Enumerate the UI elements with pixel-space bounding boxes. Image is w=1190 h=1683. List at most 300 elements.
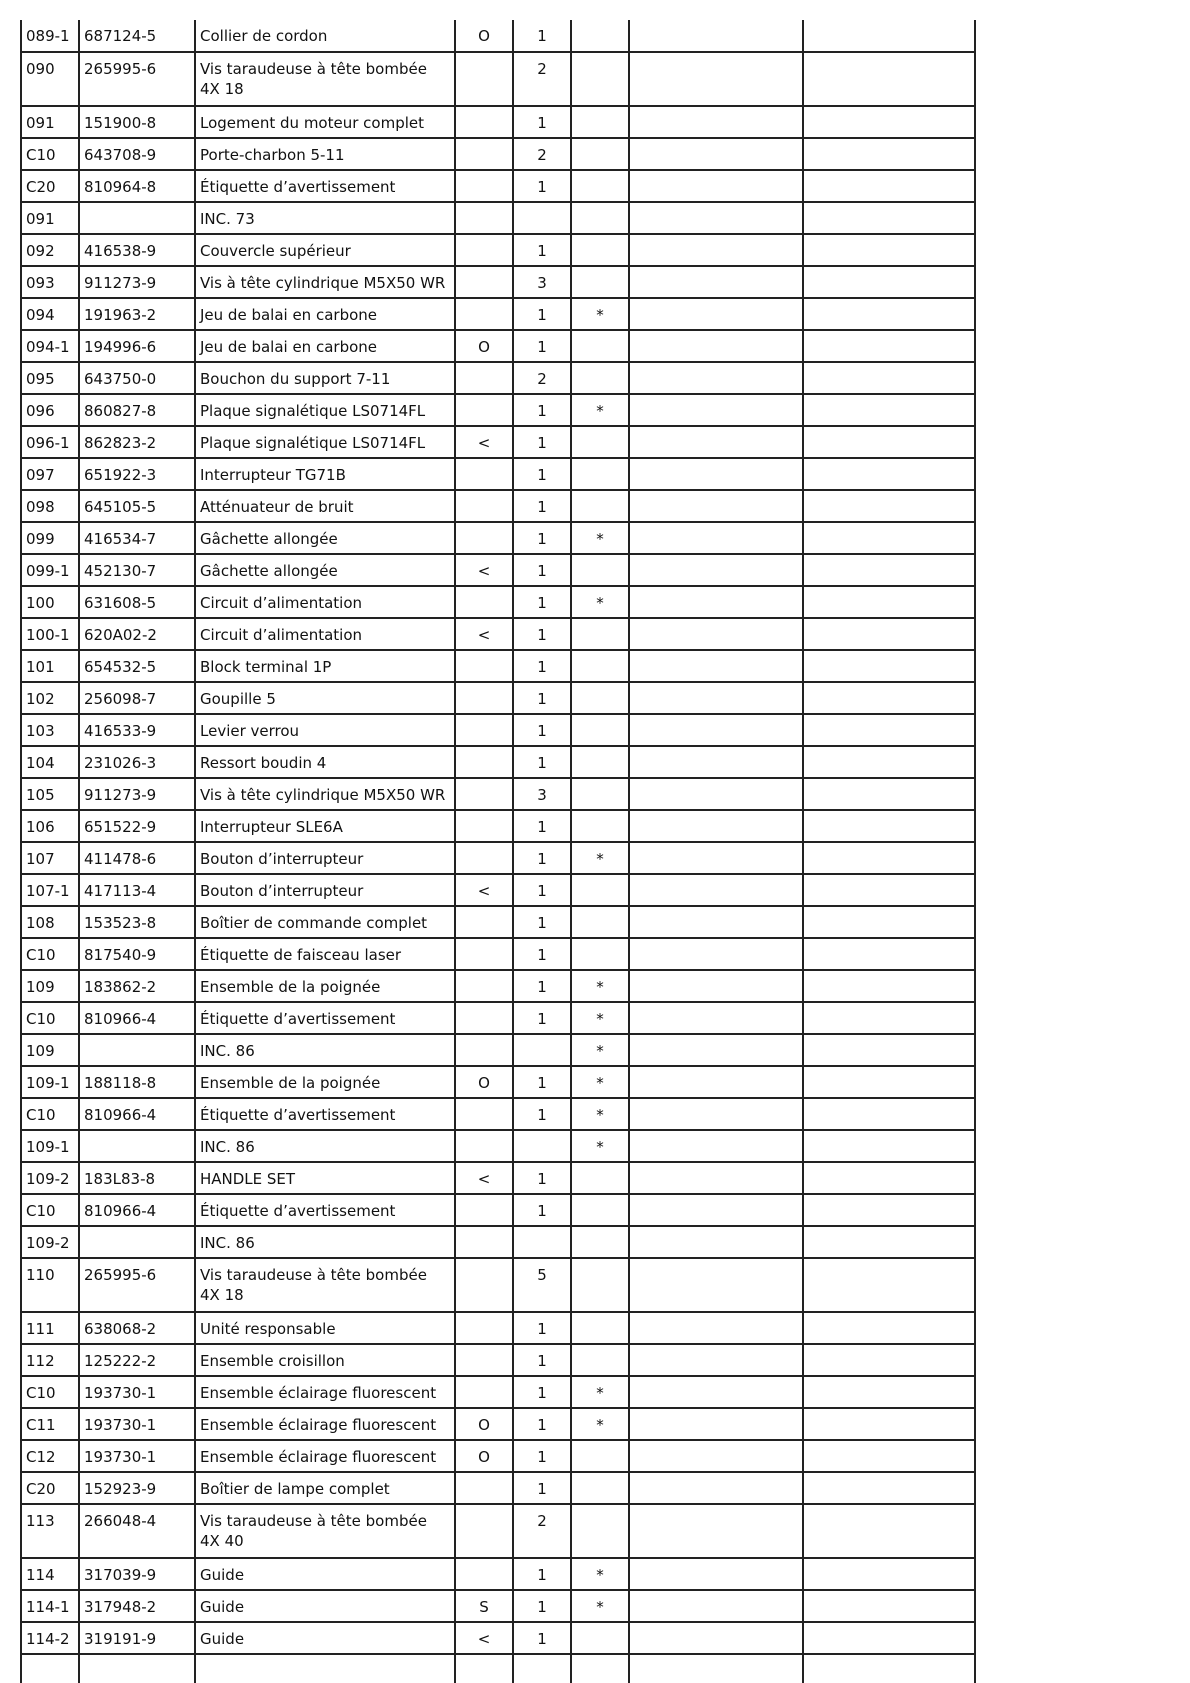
item-number-cell: 114 (21, 1558, 79, 1590)
marker-cell: < (455, 426, 513, 458)
empty-cell-a (629, 426, 803, 458)
item-number-cell: 094 (21, 298, 79, 330)
description-cell: Gâchette allongée (195, 554, 455, 586)
note-flag-cell (571, 778, 629, 810)
part-number-cell: 256098-7 (79, 682, 195, 714)
empty-cell-b (803, 1558, 975, 1590)
part-number-cell: 620A02-2 (79, 618, 195, 650)
note-flag-cell (571, 1504, 629, 1558)
quantity-cell: 1 (513, 554, 571, 586)
note-flag-cell: * (571, 842, 629, 874)
description-cell: Gâchette allongée (195, 522, 455, 554)
quantity-cell (513, 1130, 571, 1162)
quantity-cell: 1 (513, 106, 571, 138)
empty-cell-a (629, 1312, 803, 1344)
empty-cell-a (629, 1440, 803, 1472)
empty-cell-a (629, 522, 803, 554)
description-cell: Block terminal 1P (195, 650, 455, 682)
description-cell: Ensemble éclairage fluorescent (195, 1376, 455, 1408)
table-row (21, 1558, 975, 1590)
part-number-cell: 654532-5 (79, 650, 195, 682)
marker-cell (455, 906, 513, 938)
description-cell: Guide (195, 1558, 455, 1590)
empty-cell-b (803, 394, 975, 426)
marker-cell (455, 1226, 513, 1258)
quantity-cell: 1 (513, 234, 571, 266)
table-row (21, 1472, 975, 1504)
item-number-cell: C10 (21, 1002, 79, 1034)
table-row (21, 618, 975, 650)
empty-cell-a (629, 714, 803, 746)
item-number-cell: C10 (21, 1194, 79, 1226)
empty-cell-a (629, 906, 803, 938)
empty-cell-a (629, 266, 803, 298)
empty-cell-a (629, 362, 803, 394)
table-row (21, 874, 975, 906)
quantity-cell: 1 (513, 810, 571, 842)
item-number-cell: 095 (21, 362, 79, 394)
marker-cell (455, 202, 513, 234)
empty-cell-a (629, 682, 803, 714)
item-number-cell: 089-1 (21, 20, 79, 52)
table-row (21, 1034, 975, 1066)
empty-cell-b (803, 52, 975, 106)
note-flag-cell (571, 330, 629, 362)
quantity-cell: 1 (513, 650, 571, 682)
table-row (21, 1194, 975, 1226)
part-number-cell: 810966-4 (79, 1002, 195, 1034)
table-row (21, 234, 975, 266)
table-row (21, 810, 975, 842)
table-row (21, 490, 975, 522)
item-number-cell: 104 (21, 746, 79, 778)
quantity-cell: 2 (513, 52, 571, 106)
empty-cell-b (803, 1034, 975, 1066)
part-number-cell: 152923-9 (79, 1472, 195, 1504)
quantity-cell: 2 (513, 1504, 571, 1558)
item-number-cell: C20 (21, 170, 79, 202)
description-cell: Levier verrou (195, 714, 455, 746)
empty-cell-b (803, 490, 975, 522)
table-row (21, 1162, 975, 1194)
description-cell: Collier de cordon (195, 20, 455, 52)
table-row (21, 1312, 975, 1344)
empty-cell-b (803, 298, 975, 330)
empty-cell-b (803, 874, 975, 906)
parts-list-table (20, 20, 976, 1683)
quantity-cell (513, 202, 571, 234)
empty-cell-a (629, 298, 803, 330)
quantity-cell: 1 (513, 1440, 571, 1472)
marker-cell: < (455, 1162, 513, 1194)
empty-cell-a (629, 778, 803, 810)
note-flag-cell (571, 1344, 629, 1376)
part-number-cell: 265995-6 (79, 1258, 195, 1312)
table-row (21, 458, 975, 490)
empty-cell-b (803, 906, 975, 938)
description-cell: Guide (195, 1590, 455, 1622)
empty-cell-b (803, 138, 975, 170)
table-row (21, 426, 975, 458)
note-flag-cell (571, 1622, 629, 1654)
quantity-cell: 1 (513, 1376, 571, 1408)
quantity-cell: 1 (513, 1312, 571, 1344)
description-cell: Atténuateur de bruit (195, 490, 455, 522)
empty-cell-a (629, 170, 803, 202)
description-cell: Étiquette d’avertissement (195, 170, 455, 202)
empty-cell-a (629, 20, 803, 52)
quantity-cell: 1 (513, 394, 571, 426)
note-flag-cell: * (571, 1098, 629, 1130)
part-number-cell: 194996-6 (79, 330, 195, 362)
empty-cell-b (803, 330, 975, 362)
part-number-cell: 191963-2 (79, 298, 195, 330)
quantity-cell: 1 (513, 1558, 571, 1590)
empty-cell-b (803, 362, 975, 394)
description-cell: INC. 86 (195, 1130, 455, 1162)
quantity-cell: 1 (513, 938, 571, 970)
marker-cell (455, 1098, 513, 1130)
note-flag-cell (571, 1226, 629, 1258)
empty-cell-a (629, 1066, 803, 1098)
quantity-cell: 1 (513, 1098, 571, 1130)
table-row (21, 746, 975, 778)
note-flag-cell (571, 138, 629, 170)
table-row (21, 586, 975, 618)
description-cell: Interrupteur TG71B (195, 458, 455, 490)
quantity-cell: 1 (513, 1622, 571, 1654)
quantity-cell: 1 (513, 426, 571, 458)
item-number-cell: 113 (21, 1504, 79, 1558)
item-number-cell: 110 (21, 1258, 79, 1312)
description-cell: Ensemble de la poignée (195, 970, 455, 1002)
note-flag-cell: * (571, 1408, 629, 1440)
empty-cell-b (803, 682, 975, 714)
table-row (21, 298, 975, 330)
part-number-cell (79, 1226, 195, 1258)
description-cell: Plaque signalétique LS0714FL (195, 394, 455, 426)
empty-cell-b (803, 938, 975, 970)
part-number-cell: 643750-0 (79, 362, 195, 394)
marker-cell (455, 394, 513, 426)
empty-cell-a (629, 586, 803, 618)
item-number-cell: 107 (21, 842, 79, 874)
note-flag-cell (571, 874, 629, 906)
empty-cell-a (629, 202, 803, 234)
empty-cell-a (629, 490, 803, 522)
quantity-cell: 1 (513, 1162, 571, 1194)
note-flag-cell (571, 906, 629, 938)
empty-cell-a (629, 330, 803, 362)
empty-cell-b (803, 458, 975, 490)
table-row (21, 330, 975, 362)
note-flag-cell (571, 202, 629, 234)
table-row (21, 1376, 975, 1408)
note-flag-cell (571, 810, 629, 842)
marker-cell: < (455, 554, 513, 586)
description-cell: Bouton d’interrupteur (195, 874, 455, 906)
item-number-cell: 105 (21, 778, 79, 810)
table-row (21, 1440, 975, 1472)
parts-list-body (21, 20, 975, 1683)
item-number-cell: C10 (21, 1098, 79, 1130)
empty-cell-a (629, 618, 803, 650)
table-row (21, 266, 975, 298)
table-row (21, 1590, 975, 1622)
quantity-cell: 5 (513, 1258, 571, 1312)
table-row (21, 1066, 975, 1098)
description-cell: Ensemble éclairage fluorescent (195, 1408, 455, 1440)
marker-cell (455, 682, 513, 714)
item-number-cell: 107-1 (21, 874, 79, 906)
note-flag-cell (571, 266, 629, 298)
empty-cell-a (629, 1504, 803, 1558)
part-number-cell: 188118-8 (79, 1066, 195, 1098)
description-cell: Bouton d’interrupteur (195, 842, 455, 874)
table-row (21, 842, 975, 874)
item-number-cell: 099-1 (21, 554, 79, 586)
empty-cell-b (803, 1194, 975, 1226)
empty-cell-b (803, 1472, 975, 1504)
quantity-cell: 1 (513, 1344, 571, 1376)
part-number-cell: 862823-2 (79, 426, 195, 458)
marker-cell (455, 650, 513, 682)
empty-cell-a (629, 1590, 803, 1622)
item-number-cell: 114-1 (21, 1590, 79, 1622)
item-number-cell: 093 (21, 266, 79, 298)
note-flag-cell (571, 618, 629, 650)
item-number-cell: 106 (21, 810, 79, 842)
empty-cell-b (803, 778, 975, 810)
table-row (21, 362, 975, 394)
empty-cell-a (629, 234, 803, 266)
part-number-cell: 193730-1 (79, 1440, 195, 1472)
part-number-cell: 643708-9 (79, 138, 195, 170)
part-number-cell: 687124-5 (79, 20, 195, 52)
description-cell: Vis taraudeuse à tête bombée 4X 18 (195, 52, 455, 106)
note-flag-cell (571, 1194, 629, 1226)
empty-cell-b (803, 1226, 975, 1258)
quantity-cell: 1 (513, 1472, 571, 1504)
quantity-cell: 1 (513, 906, 571, 938)
description-cell: HANDLE SET (195, 1162, 455, 1194)
item-number-cell: 111 (21, 1312, 79, 1344)
empty-cell-a (629, 1408, 803, 1440)
marker-cell (455, 490, 513, 522)
note-flag-cell: * (571, 1376, 629, 1408)
marker-cell: O (455, 1408, 513, 1440)
marker-cell (455, 522, 513, 554)
item-number-cell: 099 (21, 522, 79, 554)
item-number-cell: C20 (21, 1472, 79, 1504)
empty-cell-b (803, 1590, 975, 1622)
empty-cell-b (803, 842, 975, 874)
description-cell: Interrupteur SLE6A (195, 810, 455, 842)
item-number-cell: 097 (21, 458, 79, 490)
quantity-cell: 1 (513, 1002, 571, 1034)
part-number-cell: 911273-9 (79, 778, 195, 810)
table-row (21, 52, 975, 106)
part-number-cell: 911273-9 (79, 266, 195, 298)
empty-cell-a (629, 1344, 803, 1376)
part-number-cell: 411478-6 (79, 842, 195, 874)
quantity-cell: 1 (513, 1066, 571, 1098)
marker-cell: S (455, 1590, 513, 1622)
description-cell: Unité responsable (195, 1312, 455, 1344)
empty-cell-b (803, 618, 975, 650)
description-cell: Vis taraudeuse à tête bombée 4X 40 (195, 1504, 455, 1558)
marker-cell (455, 138, 513, 170)
marker-cell (455, 842, 513, 874)
empty-cell (79, 1654, 195, 1683)
item-number-cell: C10 (21, 938, 79, 970)
empty-cell-b (803, 1440, 975, 1472)
empty-cell-a (629, 1622, 803, 1654)
item-number-cell: C10 (21, 1376, 79, 1408)
item-number-cell: C11 (21, 1408, 79, 1440)
empty-cell-a (629, 554, 803, 586)
note-flag-cell (571, 426, 629, 458)
table-row (21, 714, 975, 746)
empty-cell-b (803, 1258, 975, 1312)
table-row (21, 138, 975, 170)
part-number-cell: 638068-2 (79, 1312, 195, 1344)
item-number-cell: 090 (21, 52, 79, 106)
quantity-cell (513, 1034, 571, 1066)
marker-cell (455, 1376, 513, 1408)
description-cell: Boîtier de lampe complet (195, 1472, 455, 1504)
note-flag-cell (571, 106, 629, 138)
empty-cell-b (803, 20, 975, 52)
item-number-cell: 109 (21, 1034, 79, 1066)
empty-cell-b (803, 106, 975, 138)
empty-cell-a (629, 1558, 803, 1590)
marker-cell (455, 52, 513, 106)
marker-cell (455, 1034, 513, 1066)
part-number-cell: 416538-9 (79, 234, 195, 266)
marker-cell (455, 106, 513, 138)
part-number-cell: 265995-6 (79, 52, 195, 106)
description-cell: Ensemble croisillon (195, 1344, 455, 1376)
note-flag-cell (571, 650, 629, 682)
empty-cell-b (803, 266, 975, 298)
description-cell: Ensemble éclairage fluorescent (195, 1440, 455, 1472)
marker-cell (455, 778, 513, 810)
note-flag-cell: * (571, 1034, 629, 1066)
empty-cell-a (629, 1130, 803, 1162)
part-number-cell: 193730-1 (79, 1408, 195, 1440)
description-cell: Boîtier de commande complet (195, 906, 455, 938)
table-row (21, 1344, 975, 1376)
empty-cell (513, 1654, 571, 1683)
table-row (21, 778, 975, 810)
empty-cell-a (629, 746, 803, 778)
description-cell: Vis taraudeuse à tête bombée 4X 18 (195, 1258, 455, 1312)
item-number-cell: C12 (21, 1440, 79, 1472)
item-number-cell: 109-1 (21, 1130, 79, 1162)
description-cell: Étiquette d’avertissement (195, 1098, 455, 1130)
description-cell: Bouchon du support 7-11 (195, 362, 455, 394)
note-flag-cell (571, 458, 629, 490)
empty-cell-b (803, 1408, 975, 1440)
table-row (21, 554, 975, 586)
marker-cell (455, 746, 513, 778)
table-row (21, 1226, 975, 1258)
part-number-cell: 266048-4 (79, 1504, 195, 1558)
empty-cell-b (803, 170, 975, 202)
item-number-cell: 109-2 (21, 1162, 79, 1194)
empty-cell-a (629, 938, 803, 970)
note-flag-cell: * (571, 586, 629, 618)
part-number-cell: 125222-2 (79, 1344, 195, 1376)
empty-cell-b (803, 1344, 975, 1376)
marker-cell (455, 1130, 513, 1162)
empty-cell-a (629, 874, 803, 906)
description-cell: INC. 86 (195, 1034, 455, 1066)
table-row (21, 906, 975, 938)
note-flag-cell: * (571, 1002, 629, 1034)
table-row (21, 202, 975, 234)
empty-cell-a (629, 810, 803, 842)
note-flag-cell (571, 1312, 629, 1344)
quantity-cell: 1 (513, 1408, 571, 1440)
table-row (21, 170, 975, 202)
part-number-cell: 810964-8 (79, 170, 195, 202)
quantity-cell: 1 (513, 970, 571, 1002)
note-flag-cell: * (571, 1130, 629, 1162)
table-row (21, 1622, 975, 1654)
note-flag-cell (571, 714, 629, 746)
item-number-cell: 108 (21, 906, 79, 938)
note-flag-cell (571, 362, 629, 394)
empty-cell (195, 1654, 455, 1683)
description-cell: Ressort boudin 4 (195, 746, 455, 778)
item-number-cell: 100-1 (21, 618, 79, 650)
marker-cell (455, 266, 513, 298)
marker-cell (455, 234, 513, 266)
description-cell: Couvercle supérieur (195, 234, 455, 266)
empty-cell-a (629, 842, 803, 874)
table-row (21, 650, 975, 682)
note-flag-cell (571, 234, 629, 266)
empty-cell-b (803, 810, 975, 842)
marker-cell (455, 170, 513, 202)
empty-cell-b (803, 714, 975, 746)
table-row (21, 394, 975, 426)
note-flag-cell (571, 1472, 629, 1504)
empty-cell-a (629, 970, 803, 1002)
part-number-cell: 452130-7 (79, 554, 195, 586)
table-row (21, 106, 975, 138)
marker-cell (455, 1472, 513, 1504)
marker-cell (455, 1194, 513, 1226)
part-number-cell: 651922-3 (79, 458, 195, 490)
part-number-cell: 417113-4 (79, 874, 195, 906)
empty-cell-a (629, 1194, 803, 1226)
item-number-cell: 109-2 (21, 1226, 79, 1258)
description-cell: Circuit d’alimentation (195, 586, 455, 618)
empty-cell-a (629, 138, 803, 170)
note-flag-cell (571, 554, 629, 586)
description-cell: INC. 73 (195, 202, 455, 234)
part-number-cell: 651522-9 (79, 810, 195, 842)
part-number-cell: 817540-9 (79, 938, 195, 970)
note-flag-cell (571, 1440, 629, 1472)
quantity-cell: 1 (513, 298, 571, 330)
empty-cell-b (803, 586, 975, 618)
quantity-cell: 3 (513, 778, 571, 810)
part-number-cell: 193730-1 (79, 1376, 195, 1408)
